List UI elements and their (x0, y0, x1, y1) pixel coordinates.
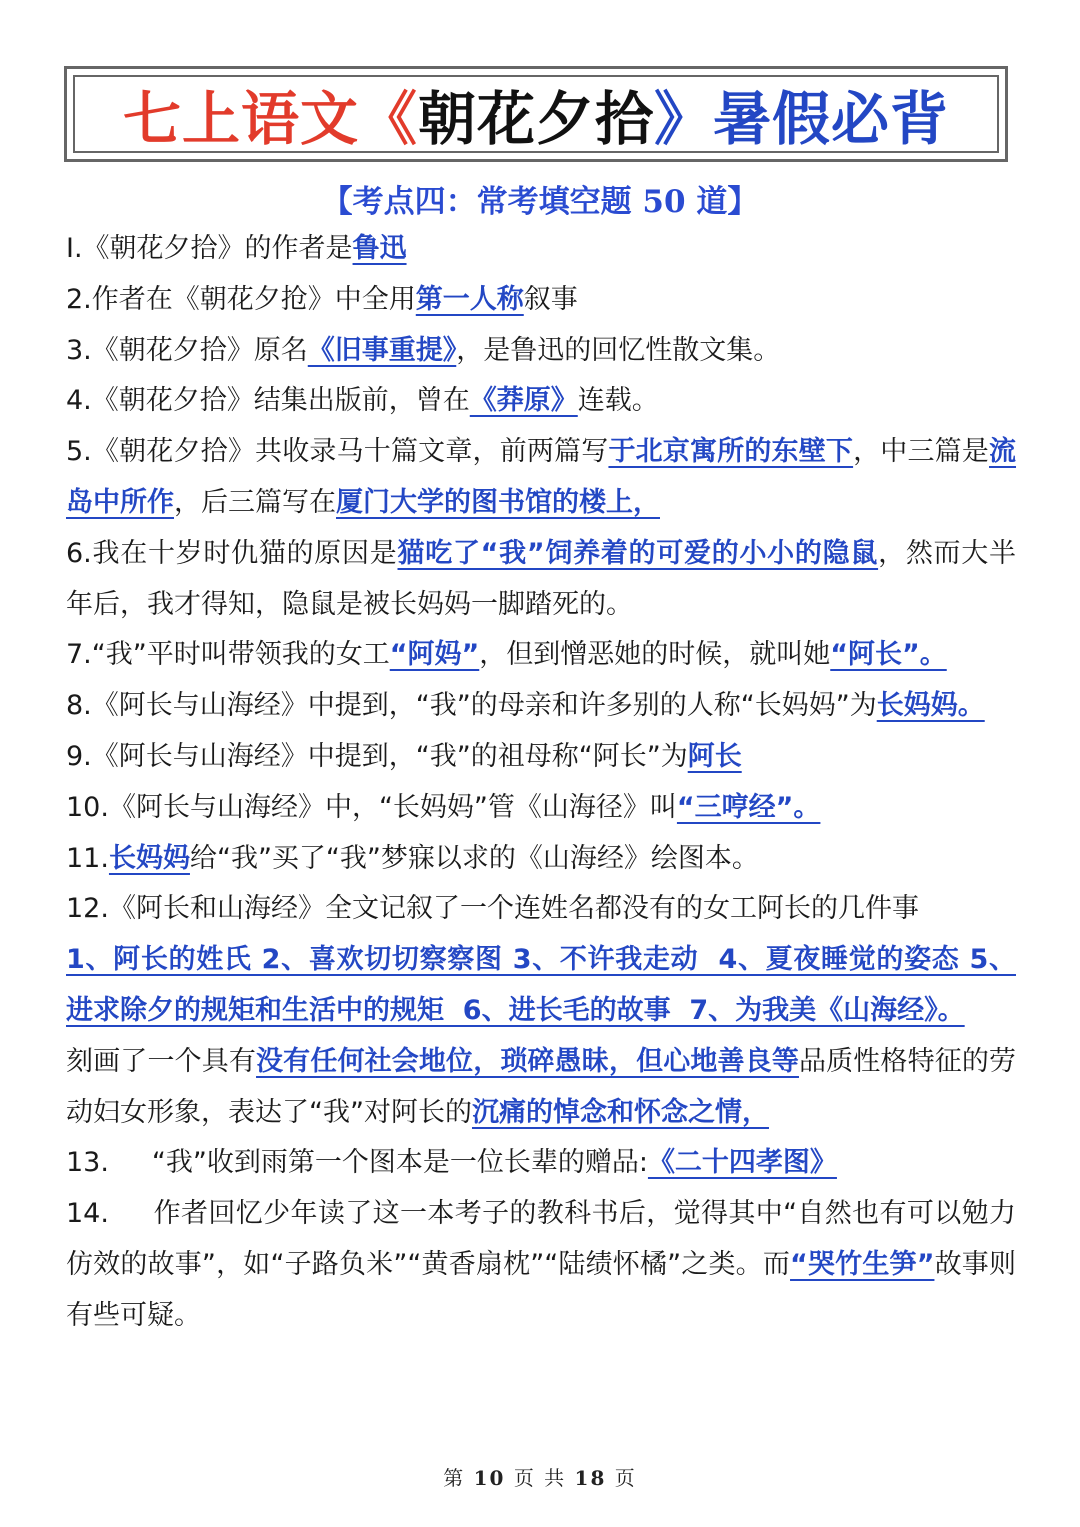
answer: 阿长 (687, 740, 742, 772)
question-14 (66, 1189, 1016, 1341)
question-3 (66, 326, 1016, 377)
title-box (64, 66, 1008, 162)
answer: 《莽原》 (469, 385, 578, 417)
page-label: 页 共 (513, 1466, 567, 1490)
answer: 1、阿长的姓氏 2、喜欢切切察察图 3、不许我走动 4、夏夜睡觉的姿态 5、进求除夕的规矩和生活中的规矩 6、进长毛的故事 7、为我美《山海经》。 (66, 944, 1016, 1026)
question-text: 7.“我”平时叫带领我的女工 (66, 639, 390, 671)
answer: 长妈妈 (108, 842, 190, 874)
answer: 流岛中所作 (66, 436, 1017, 518)
answer: “阿长”。 (830, 639, 947, 671)
answer: 没有任何社会地位，琐碎愚昧，但心地善良等 (256, 1045, 799, 1077)
question-4 (66, 376, 1016, 427)
question-text: 6.我在十岁时仇猫的原因是 (66, 537, 398, 569)
question-text: 故事则有些可疑。 (66, 1248, 1016, 1331)
question-text: 连载。 (577, 385, 659, 417)
question-text: ，然而大半年后，我才得知，隐鼠是被长妈妈一脚踏死的。 (66, 537, 1017, 620)
answer: 鲁迅 (352, 233, 407, 264)
question-10 (66, 783, 1016, 834)
page-label: 页 (614, 1466, 637, 1490)
current-page: 10 (473, 1466, 506, 1490)
question-list (66, 224, 1016, 1342)
answer: 第一人称 (415, 283, 524, 315)
question-text: 2.作者在《朝花夕抢》中全用 (66, 283, 416, 315)
answer: 沉痛的悼念和怀念之情， (471, 1096, 769, 1128)
answer: 《二十四孝图》 (647, 1147, 837, 1179)
question-text: 刻画了一个具有 (66, 1045, 257, 1077)
answer: “哭竹生笋” (790, 1248, 935, 1280)
answer: 于北京寓所的东壁下 (608, 436, 854, 468)
total-pages: 18 (574, 1466, 607, 1490)
question-text: 叙事 (523, 283, 578, 315)
question-text: 给“我”买了“我”梦寐以求的《山海经》绘图本。 (189, 842, 759, 874)
page-title (73, 75, 999, 153)
title-prefix: 七上语文《 (122, 85, 418, 153)
question-1 (66, 224, 1016, 275)
title-book-name: 朝花夕拾 (417, 85, 654, 153)
question-text: 13. “我”收到雨第一个图本是一位长辈的赠品: (66, 1147, 648, 1179)
question-text: 9.《阿长与山海经》中提到，“我”的祖母称“阿长”为 (66, 740, 688, 772)
question-11 (66, 834, 1016, 885)
question-text: 4.《朝花夕拾》结集出版前，曾在 (66, 385, 470, 417)
page-footer (0, 1462, 1080, 1491)
answer: “阿妈” (389, 639, 480, 671)
answer: 《旧事重提》 (307, 334, 457, 366)
question-text: 11. (66, 842, 109, 874)
question-text: 3.《朝花夕拾》原名 (66, 334, 308, 366)
answer: 猫吃了“我”饲养着的可爱的小小的隐鼠 (397, 537, 879, 569)
page-label: 第 (443, 1466, 466, 1490)
question-text: 品质性格特征的劳动妇女形象，表达了“我”对阿长的 (66, 1045, 1017, 1128)
title-suffix: 》暑假必背 (654, 85, 950, 153)
question-8 (66, 681, 1016, 732)
question-text: ，是鲁迅的回忆性散文集。 (456, 334, 781, 366)
answer: 长妈妈。 (876, 690, 985, 722)
question-text: 8.《阿长与山海经》中提到，“我”的母亲和许多别的人称“长妈妈”为 (66, 690, 877, 722)
question-5 (66, 427, 1016, 529)
question-text: ，但到憎恶她的时候，就叫她 (479, 639, 831, 671)
answer: 厦门大学的图书馆的楼上， (336, 486, 660, 518)
question-7 (66, 630, 1016, 681)
question-text: 5.《朝花夕拾》共收录马十篇文章，前两篇写 (66, 436, 609, 468)
question-6 (66, 529, 1016, 631)
question-text: 14. 作者回忆少年读了这一本考子的教科书后，觉得其中“自然也有可以勉力仿效的故事”，如“子路负米”“黄香扇枕”“陆绩怀橘”之类。而 (66, 1198, 1016, 1280)
question-text: I.《朝花夕拾》的作者是 (66, 233, 353, 264)
question-text: ，中三篇是 (853, 436, 990, 468)
question-12 (66, 884, 1016, 1138)
answer: “三哼经”。 (676, 791, 821, 823)
question-text: 12.《阿长和山海经》全文记叙了一个连姓名都没有的女工阿长的几件事 (66, 893, 919, 925)
question-2 (66, 275, 1016, 326)
question-13 (66, 1138, 1016, 1189)
question-text: ，后三篇写在 (174, 486, 336, 518)
question-text: 10.《阿长与山海经》中，“长妈妈”管《山海径》叫 (66, 791, 677, 823)
question-9 (66, 732, 1016, 783)
section-subtitle: 【考点四：常考填空题 50 道】 (321, 184, 759, 220)
